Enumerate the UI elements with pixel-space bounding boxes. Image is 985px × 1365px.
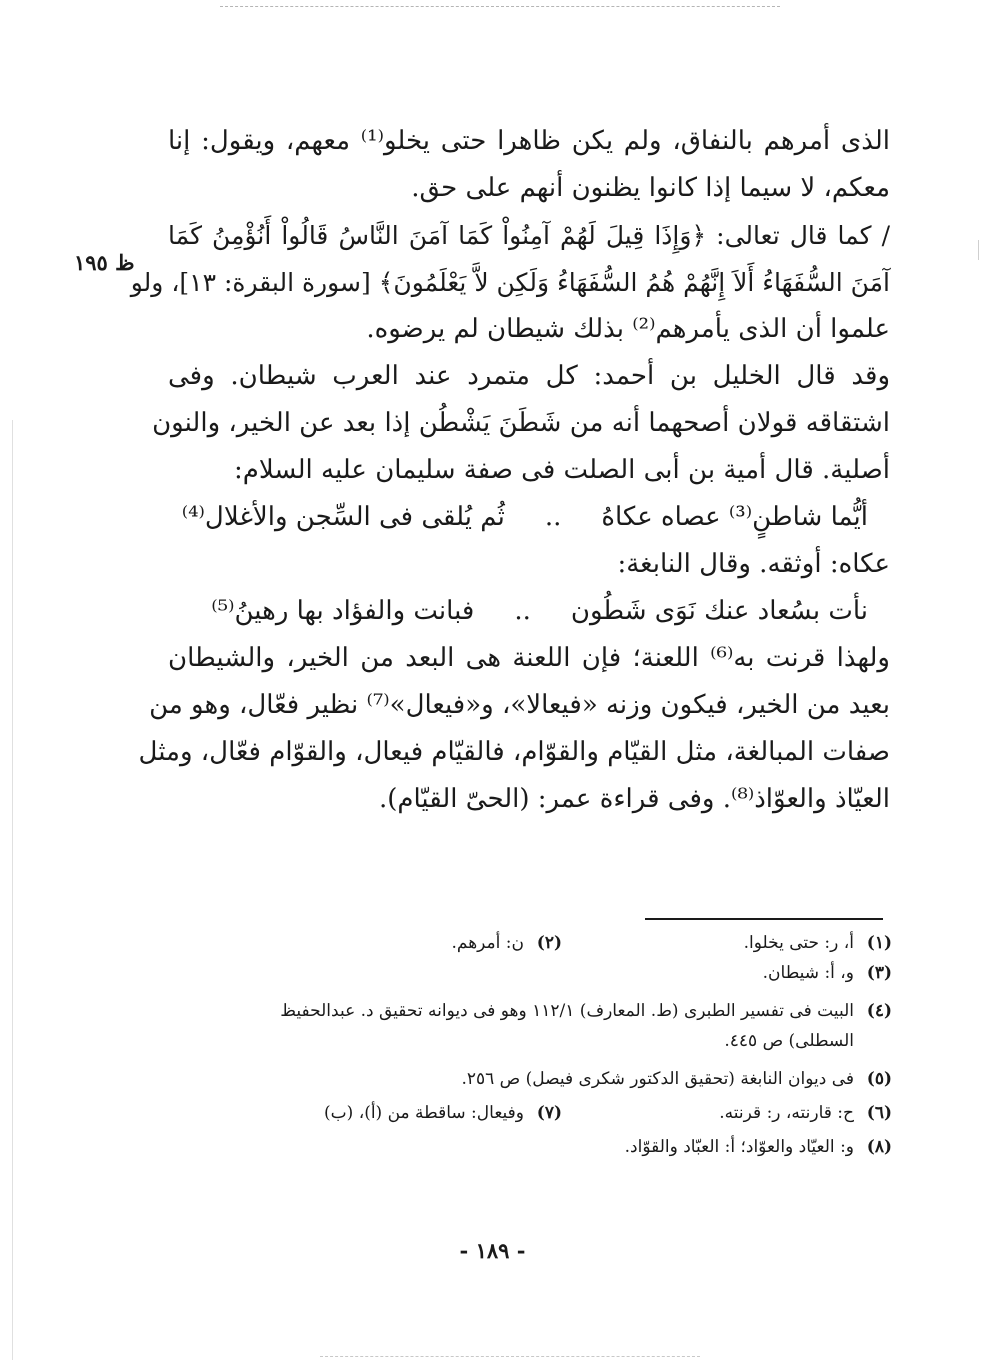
text-line: وقد قال الخليل بن أحمد: كل متمرد عند العرب شيطان. وفى — [168, 361, 890, 391]
scan-edge-top — [220, 6, 780, 8]
footnote-text: ح: قارنته، ر: قرنته. — [719, 1103, 854, 1123]
footnote-text: فى ديوان النابغة (تحقيق الدكتور شكرى فيصل) ص ٢٥٦. — [461, 1069, 854, 1089]
footnote-separator — [645, 918, 883, 920]
footnote-row — [180, 928, 892, 958]
footnote-row — [180, 1098, 892, 1128]
footnote-row — [180, 1064, 892, 1094]
footnote-text: وفيعال: ساقطة من (أ)، (ب) — [324, 1103, 524, 1123]
page-number: - ١٨٩ - — [459, 1238, 526, 1263]
manuscript-folio-marker: ظ ١٩٥ — [74, 250, 135, 275]
footnote-continuation: السطلى) ص ٤٤٥. — [724, 1031, 854, 1051]
footnote-text: البيت فى تفسير الطبرى (ط. المعارف) ١١٢/١ وهو فى ديوانه تحقيق د. عبدالحفيظ — [280, 1001, 854, 1021]
footnote-number: (١) — [866, 933, 892, 953]
text-line: علموا أن الذى يأمرهم⁽²⁾ بذلك شيطان لم يرضوه. — [366, 314, 890, 344]
footnote-row — [180, 958, 892, 988]
text-line: صفات المبالغة، مثل القيّام والقوّام، فالقيّام فيعال، والقوّام فعّال، ومثل — [138, 737, 890, 767]
footnote-number: (٥) — [866, 1069, 892, 1089]
scan-edge-left — [12, 420, 14, 1360]
scan-tick — [978, 240, 979, 260]
text-line: معكم، لا سيما إذا كانوا يظنون أنهم على حق. — [411, 173, 890, 203]
footnote-number: (٣) — [866, 963, 892, 983]
text-line: أصلية. قال أمية بن أبى الصلت فى صفة سليمان عليه السلام: — [234, 455, 890, 485]
footnote-number: (٦) — [866, 1103, 892, 1123]
footnote-text: أ، ر: حتى يخلوا. — [743, 933, 854, 953]
footnotes — [180, 928, 892, 1162]
footnote-number: (٢) — [536, 933, 562, 953]
verse-hemistich: ثُم يُلقى فى السِّجن والأغلال⁽⁴⁾ — [181, 502, 505, 532]
quran-verse-line: / كما قال تعالى: ﴿وَإِذَا قِيلَ لَهُمْ آمِنُواْ كَمَا آمَنَ النَّاسُ قَالُواْ أَنُؤْمِنُ كَمَا — [168, 221, 890, 250]
verse-hemistich: فبانت والفؤاد بها رهينُ⁽⁵⁾ — [211, 596, 475, 626]
footnote-number: (٨) — [866, 1137, 892, 1157]
verse-separator: .. — [544, 502, 562, 532]
text-line: بعيد من الخير، فيكون وزنه «فيعالا»، و«فيعال»⁽⁷⁾ نظير فعّال، وهو من — [149, 690, 890, 720]
verse-hemistich: نأت بسُعاد عنك نَوَى شَطُون — [570, 596, 868, 626]
footnote-row — [180, 1132, 892, 1162]
footnote-text: ن: أمرهم. — [451, 933, 524, 953]
text-line: عكاه: أوثقه. وقال النابغة: — [617, 549, 890, 579]
poetry-verse — [168, 588, 890, 635]
quran-verse-line: آمَنَ السُّفَهَاءُ أَلاَ إِنَّهُمْ هُمُ السُّفَهَاءُ وَلَكِن لاَّ يَعْلَمُونَ﴾ [سورة البقرة: ١٣]، ولو — [130, 268, 890, 297]
main-text — [130, 118, 890, 823]
footnote-number: (٧) — [536, 1103, 562, 1123]
text-line: اشتقاقه قولان أصحهما أنه من شَطَنَ يَشْطُن إذا بعد عن الخير، والنون — [152, 408, 890, 438]
poetry-verse — [168, 494, 890, 541]
text-line: العيّاذ والعوّاذ⁽⁸⁾. وفى قراءة عمر: (الحىّ القيّام). — [378, 784, 890, 814]
footnote-number: (٤) — [866, 1001, 892, 1021]
verse-separator: .. — [514, 596, 531, 626]
scan-edge-bottom — [320, 1356, 700, 1358]
text-line: ولهذا قرنت به⁽⁶⁾ اللعنة؛ فإن اللعنة هى البعد من الخير، والشيطان — [168, 643, 890, 673]
verse-hemistich: أيُّما شاطنٍ⁽³⁾ عصاه عكاهُ — [601, 502, 868, 532]
footnote-text: و، أ: شيطان. — [762, 963, 854, 983]
text-line: الذى أمرهم بالنفاق، ولم يكن ظاهرا حتى يخلو⁽¹⁾ معهم، ويقول: إنا — [168, 126, 890, 156]
footnote-text: و: العيّاد والعوّاد؛ أ: العبّاد والقوّاد. — [624, 1137, 854, 1157]
footnote-row — [180, 996, 892, 1026]
